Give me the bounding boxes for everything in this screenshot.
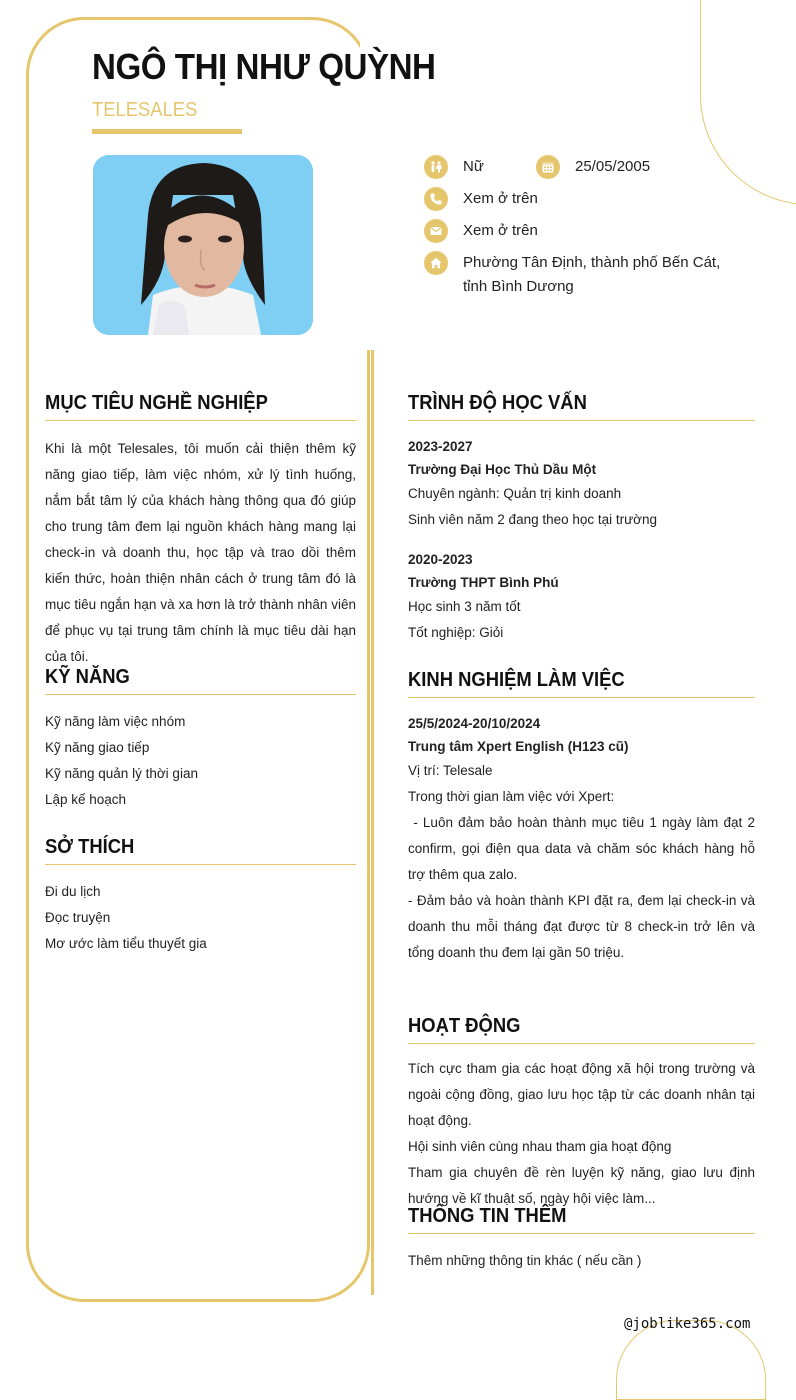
address-value: Phường Tân Định, thành phố Bến Cát, tỉnh Bình Dương <box>463 254 721 295</box>
list-item: Kỹ năng giao tiếp <box>45 740 150 755</box>
activities-text: Tích cực tham gia các hoạt động xã hội trong trường và ngoài cộng đồng, giao lưu học tập từ các doanh nhân tại hoạt động. Hội sinh viên cùng nhau tham gia hoạt động Tham gia chuyên đề rèn luyện kỹ năng, giao lưu định hướng về kĩ thuật số, ngày hội việc làm... <box>408 1061 755 1206</box>
education-entry-2 <box>408 548 755 646</box>
extra-text: Thêm những thông tin khác ( nếu cần ) <box>408 1253 642 1268</box>
education-detail: Chuyên ngành: Quản trị kinh doanh <box>408 486 622 501</box>
contact-email <box>424 219 538 243</box>
corner-decoration-top <box>700 0 796 205</box>
education-detail: Sinh viên năm 2 đang theo học tại trường <box>408 512 658 527</box>
education-period: 2020-2023 <box>408 552 473 567</box>
activities-title: HOẠT ĐỘNG <box>408 1015 521 1037</box>
gender-icon <box>424 155 448 179</box>
phone-icon <box>424 187 448 211</box>
skills-title: KỸ NĂNG <box>45 666 130 688</box>
hobbies-rule <box>45 864 356 865</box>
education-title: TRÌNH ĐỘ HỌC VẤN <box>408 392 587 414</box>
objective-text: Khi là một Telesales, tôi muốn cải thiện thêm kỹ năng giao tiếp, làm việc nhóm, xử lý tình huống, nắm bắt tâm lý của khách hàng thông qua đó giúp cho trung tâm đem lại nguồn khách hàng mang lại check-in và doanh thu, học tập và trao dồi thêm kiến thức, hoàn thiện nhân cách ở trung tâm đó là mục tiêu ngắn hạn và xa hơn là trở thành nhân viên để phục vụ tại trung tâm chính là mục tiêu dài hạn của tôi. <box>45 441 356 664</box>
experience-position: Vị trí: Telesale <box>408 763 493 778</box>
column-divider <box>371 350 374 1295</box>
experience-company: Trung tâm Xpert English (H123 cũ) <box>408 739 629 754</box>
site-watermark: @joblike365.com <box>624 1316 751 1332</box>
experience-title: KINH NGHIỆM LÀM VIỆC <box>408 669 625 691</box>
candidate-name: NGÔ THỊ NHƯ QUỲNH <box>92 46 436 87</box>
list-item: Mơ ước làm tiểu thuyết gia <box>45 936 207 951</box>
contact-phone <box>424 187 538 211</box>
experience-entry <box>408 712 759 966</box>
experience-rule <box>408 697 755 698</box>
education-period: 2023-2027 <box>408 439 473 454</box>
objective-title: MỤC TIÊU NGHỀ NGHIỆP <box>45 392 268 414</box>
list-item: Đọc truyện <box>45 910 111 925</box>
hobbies-list <box>45 879 356 957</box>
calendar-icon <box>536 155 560 179</box>
contact-gender <box>424 155 484 179</box>
title-underline <box>92 129 242 134</box>
contact-address <box>424 251 720 299</box>
experience-period: 25/5/2024-20/10/2024 <box>408 716 541 731</box>
portrait-illustration <box>93 155 313 335</box>
email-icon <box>424 219 448 243</box>
skills-list <box>45 709 356 813</box>
activities-rule <box>408 1043 755 1044</box>
corner-decoration-bottom <box>616 1320 766 1400</box>
list-item: Kỹ năng quản lý thời gian <box>45 766 198 781</box>
dob-value: 25/05/2005 <box>575 158 651 175</box>
education-school: Trường Đại Học Thủ Dầu Một <box>408 462 597 477</box>
experience-point: - Luôn đảm bảo hoàn thành mục tiêu 1 ngày làm đạt 2 confirm, gọi điện qua data và chăm sóc khách hàng hỗ trợ thêm qua zalo. <box>408 815 759 882</box>
home-icon <box>424 251 448 275</box>
contact-dob <box>536 155 650 179</box>
experience-intro: Trong thời gian làm việc với Xpert: <box>408 789 615 804</box>
job-title: TELESALES <box>92 99 198 121</box>
email-value: Xem ở trên <box>463 222 538 239</box>
objective-rule <box>45 420 356 421</box>
education-detail: Học sinh 3 năm tốt <box>408 599 521 614</box>
experience-point: - Đảm bảo và hoàn thành KPI đặt ra, đem lại check-in và doanh thu mỗi tháng đạt được từ 8 check-in trở lên và tổng doanh thu đem lại gần 50 triệu. <box>408 893 755 960</box>
education-entry-1 <box>408 435 755 533</box>
education-school: Trường THPT Bình Phú <box>408 575 559 590</box>
list-item: Kỹ năng làm việc nhóm <box>45 714 186 729</box>
profile-photo <box>93 155 313 335</box>
list-item: Lập kế hoạch <box>45 792 127 807</box>
gender-value: Nữ <box>463 158 484 175</box>
skills-rule <box>45 694 356 695</box>
hobbies-title: SỞ THÍCH <box>45 836 135 858</box>
education-detail: Tốt nghiệp: Giỏi <box>408 625 504 640</box>
extra-rule <box>408 1233 755 1234</box>
phone-value: Xem ở trên <box>463 190 538 207</box>
list-item: Đi du lịch <box>45 884 101 899</box>
extra-title: THÔNG TIN THÊM <box>408 1205 567 1227</box>
education-rule <box>408 420 755 421</box>
